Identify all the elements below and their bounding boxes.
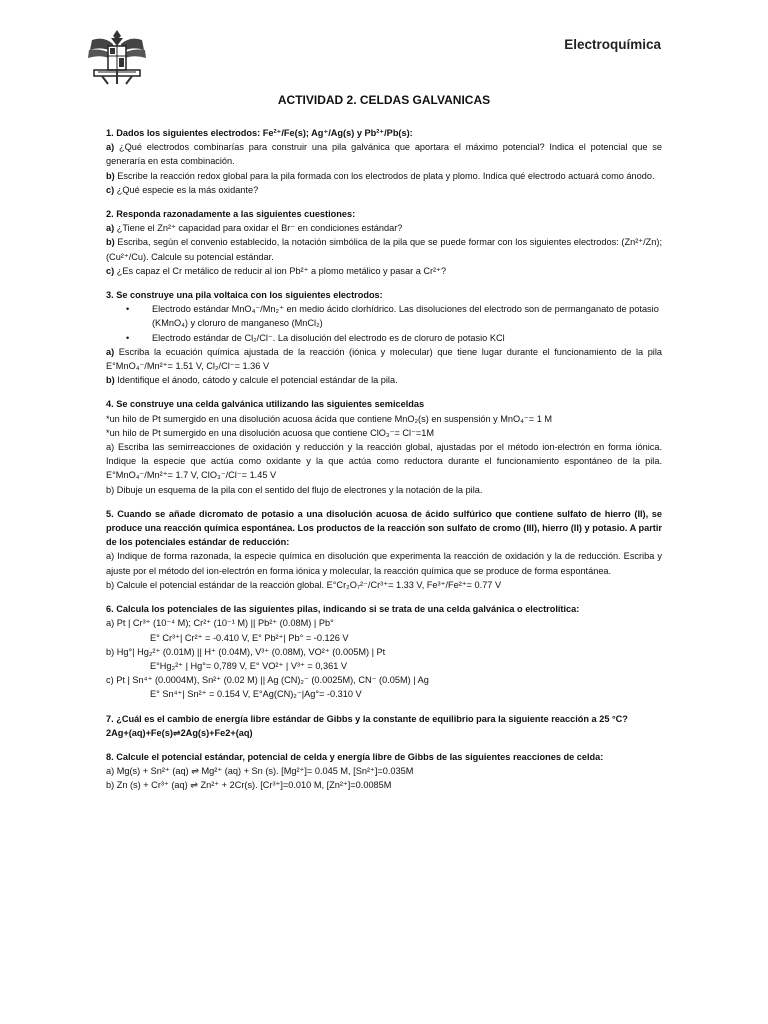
question-7-title: 7. ¿Cuál es el cambio de energía libre estándar de Gibbs y la constante de equilibrio para la siguiente reacción a 25 °C? (106, 713, 628, 724)
question-1-b (106, 169, 662, 183)
item-label: c) (106, 184, 115, 195)
item-label: c) (106, 265, 115, 276)
question-2-b (106, 235, 662, 263)
question-6-c: c) Pt | Sn⁴⁺ (0.0004M), Sn²⁺ (0.02 M) || Ag (CN)₂⁻ (0.0025M), CN⁻ (0.05M) | Ag (106, 675, 429, 686)
bullet-icon: • (126, 304, 130, 315)
item-text: Escriba, según el convenio establecido, la notación simbólica de la pila que se puede formar con los siguientes electrodos: (Zn²⁺/Zn); (Cu²⁺/Cu). Calcule su potencial estándar. (106, 237, 662, 262)
bullet-item (106, 331, 662, 345)
question-3-title: 3. Se construye una pila voltaica con los siguientes electrodos: (106, 290, 383, 301)
question-6-title: 6. Calcula los potenciales de las siguientes pilas, indicando si se trata de una celda galvánica o electrolítica: (106, 604, 580, 615)
question-4-title: 4. Se construye una celda galvánica utilizando las siguientes semiceldas (106, 399, 425, 410)
question-2-c (106, 264, 662, 278)
question-6-a-potentials: E° Cr³⁺| Cr²⁺ = -0.410 V, E° Pb²⁺| Pb° = -0.126 V (150, 632, 349, 643)
item-label: b) (106, 237, 115, 248)
question-8-title: 8. Calcule el potencial estándar, potencial de celda y energía libre de Gibbs de las siguientes reacciones de celda: (106, 751, 604, 762)
item-label: a) (106, 142, 115, 153)
question-6 (106, 602, 662, 701)
question-5-a: a) Indique de forma razonada, la especie química en disolución que experimenta la reacción de oxidación y la de reducción. Escriba y ajuste por el método del ion-electrón en forma iónica y molecular, la reacción química que se produce de forma espontánea. (106, 551, 662, 576)
item-text: ¿Tiene el Zn²⁺ capacidad para oxidar el Br⁻ en condiciones estándar? (114, 223, 403, 234)
item-label: b) (106, 170, 115, 181)
bullet-item (106, 302, 662, 330)
bullet-text: Electrodo estándar de Cl₂/Cl⁻. La disolución del electrodo es de cloruro de potasio KCl (152, 332, 505, 343)
question-5 (106, 507, 662, 592)
question-4-a: a) Escriba las semirreacciones de oxidación y reducción y la reacción global, ajustadas por el método ion-electrón en forma iónica. Indique la especie que actúa como oxidante y la que actúa como reductora durante el funcionamiento espontáneo de la pila. E°MnO₄⁻/Mn²⁺= 1.7 V, ClO₃⁻/Cl⁻= 1.45 V (106, 442, 662, 481)
question-3-b (106, 373, 662, 387)
question-1-title: 1. Dados los siguientes electrodos: Fe²⁺/Fe(s); Ag⁺/Ag(s) y Pb²⁺/Pb(s): (106, 128, 413, 138)
header-subject: Electroquímica (564, 37, 661, 52)
item-label: a) (106, 346, 115, 357)
question-6-c-potentials: E° Sn⁴⁺| Sn²⁺ = 0.154 V, E°Ag(CN)₂⁻|Ag°= -0.310 V (150, 689, 362, 700)
university-crest-icon (86, 26, 148, 86)
question-2 (106, 207, 662, 278)
question-8-b: b) Zn (s) + Cr³⁺ (aq) ⇌ Zn²⁺ + 2Cr(s). [Cr³⁺]=0.010 M, [Zn²⁺]=0.0085M (106, 780, 392, 791)
bullet-text: Electrodo estándar MnO₄⁻/Mn₂⁺ en medio ácido clorhídrico. Las disoluciones del electrodo son de permanganato de potasio (KMnO₄) y cloruro de manganeso (MnCl₂) (152, 304, 659, 329)
question-6-b-potentials: E°Hg₂²⁺ | Hg°= 0,789 V, E° VO²⁺ | V³⁺ = 0,361 V (150, 660, 347, 671)
question-1-c (106, 183, 662, 197)
question-3 (106, 288, 662, 387)
question-4 (106, 397, 662, 496)
question-4-b: b) Dibuje un esquema de la pila con el sentido del flujo de electrones y la notación de la pila. (106, 484, 483, 495)
question-2-a (106, 221, 662, 235)
question-1-a (106, 140, 662, 168)
item-label: a) (106, 223, 115, 234)
bullet-icon: • (126, 332, 130, 343)
question-1 (106, 126, 662, 197)
page-title: ACTIVIDAD 2. CELDAS GALVANICAS (277, 93, 491, 107)
question-8 (106, 750, 662, 793)
question-3-a (106, 345, 662, 373)
exercise-list (106, 126, 662, 803)
item-text: ¿Qué electrodos combinarías para construir una pila galvánica que aportara el máximo potencial? Indica el potencial que se generaría en esta combinación. (106, 142, 662, 167)
item-text: Escribe la reacción redox global para la pila formada con los electrodos de plata y plomo. Indica qué electrodo actuará como ánodo. (114, 170, 655, 181)
question-2-title: 2. Responda razonadamente a las siguientes cuestiones: (106, 209, 356, 220)
question-7 (106, 712, 662, 740)
question-8-a: a) Mg(s) + Sn²⁺ (aq) ⇌ Mg²⁺ (aq) + Sn (s). [Mg²⁺]= 0.045 M, [Sn²⁺]=0.035M (106, 766, 414, 777)
item-text: Escriba la ecuación química ajustada de la reacción (iónica y molecular) que tiene lugar durante el funcionamiento de la pila E°MnO₄⁻/Mn²⁺= 1.51 V, Cl₂/Cl⁻= 1.36 V (106, 346, 662, 372)
question-6-a: a) Pt | Cr³⁺ (10⁻⁴ M); Cr²⁺ (10⁻¹ M) || Pb²⁺ (0.08M) | Pb° (106, 618, 334, 629)
item-text: Identifique el ánodo, cátodo y calcule el potencial estándar de la pila. (114, 375, 398, 386)
item-text: ¿Es capaz el Cr metálico de reducir al ion Pb²⁺ a plomo metálico y pasar a Cr²⁺? (114, 265, 447, 276)
question-4-line-2: *un hilo de Pt sumergido en una disolución acuosa que contiene ClO₃⁻= Cl⁻=1M (106, 427, 435, 438)
question-6-b: b) Hg°| Hg₂²⁺ (0.01M) || H⁺ (0.04M), V³⁺ (0.08M), VO²⁺ (0.005M) | Pt (106, 646, 386, 657)
question-7-equation: 2Ag+(aq)+Fe(s)⇌2Ag(s)+Fe2+(aq) (106, 727, 253, 738)
item-label: b) (106, 375, 115, 386)
question-5-b: b) Calcule el potencial estándar de la reacción global. E°Cr₂O₇²⁻/Cr³⁺= 1.33 V, Fe³⁺/Fe²⁺= 0.77 V (106, 579, 502, 590)
item-text: ¿Qué especie es la más oxidante? (114, 184, 259, 195)
question-5-title: 5. Cuando se añade dicromato de potasio a una disolución acuosa de ácido sulfúrico que contiene sulfato de hierro (II), se produce una reacción química espontánea. Los productos de la reacción son sulfato de cromo (III), hierro (II) y potasio. A partir de los potenciales estándar de reducción: (106, 508, 662, 548)
question-4-line-1: *un hilo de Pt sumergido en una disolución acuosa ácida que contiene MnO₂(s) en suspensión y MnO₄⁻= 1 M (106, 413, 553, 424)
